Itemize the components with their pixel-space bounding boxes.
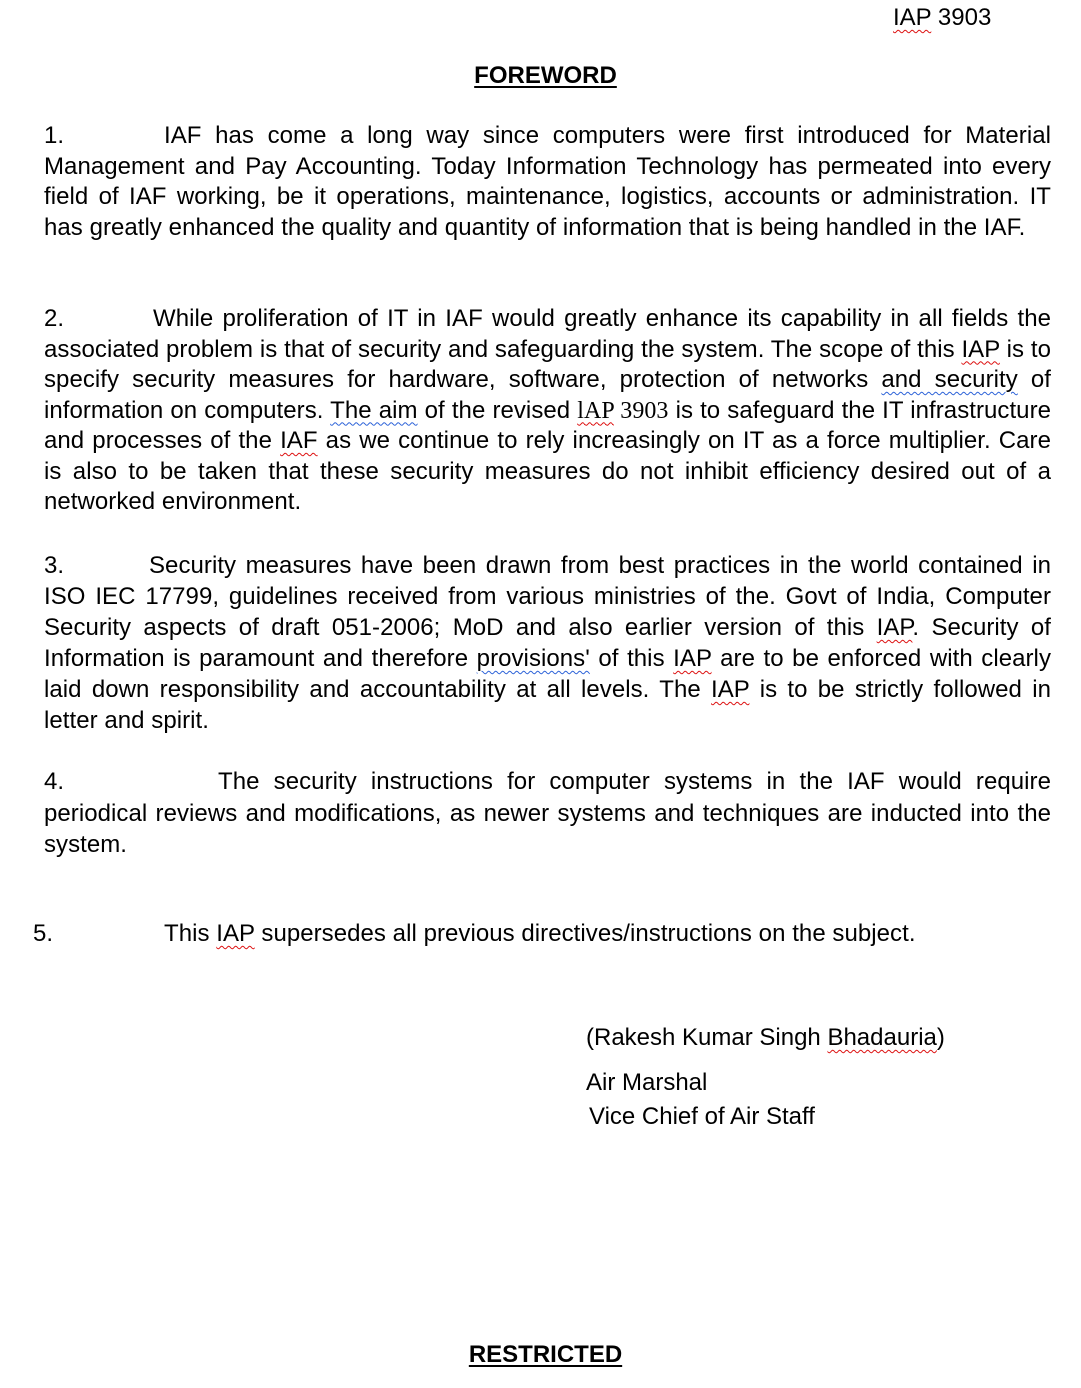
paragraph-text: is to specify security measures for hardware, software, protection of networks [44, 335, 1051, 393]
doc-id-prefix: IAP [893, 4, 932, 31]
paragraph-number: 4. [44, 768, 65, 795]
paragraph-text: is to safeguard the IT infrastructure and processes of the [44, 396, 1052, 454]
signatory-name [586, 1023, 945, 1053]
paragraph-1 [44, 121, 1051, 243]
name-text: (Rakesh Kumar Singh [586, 1024, 828, 1051]
document-id [893, 4, 991, 32]
paragraph-text: Security measures have been drawn from best practices in the world contained in ISO IEC 17799, guidelines received from various ministries of the. Govt of India, Computer Security aspects of draft 051-2006; MoD and also earlier version of this [44, 552, 1051, 641]
paragraph-text: are to be enforced with clearly laid down responsibility and accountability at all levels. The [44, 645, 1051, 703]
classification-footer: RESTRICTED [468, 1341, 623, 1368]
doc-id-number: 3903 [931, 4, 992, 31]
paragraph-number: 1. [44, 122, 65, 149]
paragraph-text: supersedes all previous directives/instructions on the subject. [254, 920, 916, 947]
paragraph-text: While proliferation of IT in IAF would greatly enhance its capability in all fields the associated problem is that of security and safeguarding the system. The scope of this [44, 305, 1051, 363]
spellcheck-word: IAP [876, 614, 913, 641]
spellcheck-word: IAP [673, 645, 712, 672]
paragraph-text: . Security of Information is paramount and therefore [44, 614, 1051, 672]
signatory-rank: Air Marshal [586, 1069, 708, 1096]
grammar-flag: and security [881, 366, 1018, 393]
spellcheck-word: IAP [961, 335, 1000, 363]
spellcheck-word: IAF [280, 427, 318, 454]
paragraph-number: 5. [33, 920, 54, 947]
spellcheck-word: lAP [577, 397, 614, 424]
paragraph-text: of the revised [417, 396, 578, 424]
grammar-flag: provisions' [476, 645, 590, 672]
paragraph-text: as we continue to rely increasingly on IT as a force multiplier. Care is also to be taken that these security measures do not inhibit efficiency desired out of a networked environment. [44, 427, 1051, 515]
paragraph-4 [44, 766, 1051, 861]
paragraph-5 [33, 919, 1063, 950]
paragraph-text: of this [589, 645, 674, 672]
paragraph-2 [44, 304, 1051, 518]
name-text: ) [936, 1024, 945, 1051]
paragraph-text: is to be strictly followed in letter and spirit. [44, 676, 1051, 734]
spellcheck-word: Bhadauria [827, 1024, 937, 1051]
page-title: FOREWORD [474, 62, 617, 89]
doc-number-ref: 3903 [613, 397, 669, 424]
signatory-designation: Vice Chief of Air Staff [589, 1103, 815, 1130]
paragraph-text: The security instructions for computer systems in the IAF would require periodical reviews and modifications, as newer systems and techniques are inducted into the system. [44, 768, 1051, 858]
paragraph-3 [44, 550, 1051, 736]
spellcheck-word: IAP [711, 676, 750, 703]
paragraph-text: of information on computers. [44, 366, 1051, 424]
paragraph-text: This [164, 920, 217, 947]
paragraph-text: IAF has come a long way since computers were first introduced for Material Management and Pay Accounting. Today Information Technology has permeated into every field of IAF working, be it operations, maintenance, logistics, accounts or administration. IT has greatly enhanced the quality and quantity of information that is being handled in the IAF. [44, 122, 1051, 241]
grammar-flag: The aim [330, 396, 418, 424]
spellcheck-word: IAP [216, 920, 255, 947]
paragraph-number: 2. [44, 305, 65, 332]
paragraph-number: 3. [44, 552, 65, 579]
